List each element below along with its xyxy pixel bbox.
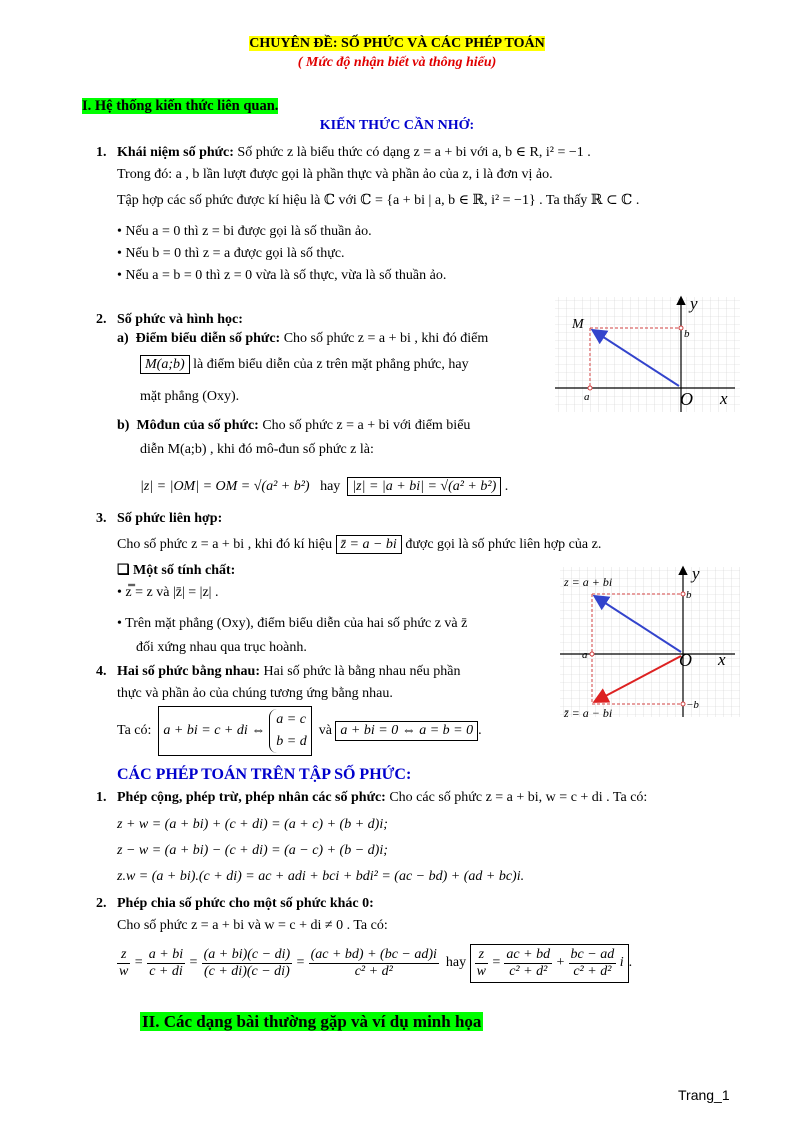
section2-heading-text: II. Các dạng bài thường gặp và ví dụ minh họa [142,1012,482,1031]
frac-abi: $\frac{a + bi}{c + di}$ [148,946,184,979]
props-title: ❑ Một số tính chất: [117,563,236,578]
figure-point-diagram [550,292,745,417]
item4-line1 [96,664,460,680]
item2a-text2: là điểm biểu diễn của z trên mặt phẳng phức, hay [193,357,469,372]
eq-mul: z.w = (a + bi).(c + di) = ac + adi + bci + bdi² = (ac − bd) + (ad + bc)i. [117,869,525,884]
item4-text: Hai số phức là bằng nhau nếu phần [263,664,461,679]
label-o: O [680,389,693,409]
item2a-line2 [140,357,469,373]
frac-zw: $\frac{z}{w}$ [119,946,129,979]
equality-left: a + bi = c + di ⇔ [163,723,266,738]
doc-title [0,36,794,52]
item1-title: Khái niệm số phức: [117,145,234,160]
remember-heading: KIẾN THỨC CẦN NHỚ: [319,118,475,133]
item2-title: Số phức và hình học: [117,312,243,327]
label-zbar: z̄ = a − bi [564,706,613,720]
item1-bullet3: • Nếu a = b = 0 thì z = 0 vừa là số thực, vừa là số thuần ảo. [117,268,447,283]
label-x: x [720,389,728,408]
system-line2: b = d [276,734,307,749]
item1-line3: Tập hợp các số phức được kí hiệu là ℂ với ℂ = {a + bi | a, b ∈ ℝ, i² = −1} . Ta thấy ℝ ⊂ ℂ . [117,193,640,208]
item2a-title: Điểm biểu diễn số phức: [135,331,281,346]
label-m: M [572,317,584,332]
item2b-title: Môđun của số phức: [136,418,259,433]
item3-line1 [117,537,601,553]
ops-item2 [96,896,374,912]
modulus-formula: |z| = |OM| = OM = √(a² + b²) [140,479,310,494]
prop2b: đối xứng nhau qua trục hoành. [136,640,307,655]
item4-number: 4. [96,664,107,679]
taco-label: Ta có: [117,723,152,738]
figure-conjugate-diagram [555,562,745,722]
item2b-line1 [117,418,470,434]
item1-number: 1. [96,145,107,160]
frac-result: $\frac{(ac + bd) + (bc - ad)i}{\text{c² + d²}}$ [310,946,437,979]
subtitle-text: ( Mức độ nhận biết và thông hiểu) [297,55,497,70]
eq-add: z + w = (a + bi) + (c + di) = (a + c) + (b + d)i; [117,817,388,832]
item1-line2: Trong đó: a , b lần lượt được gọi là phần thực và phần ảo của z, i là đơn vị ảo. [117,167,553,182]
label-b2: b [686,589,692,601]
modulus-box: |z| = |a + bi| = √(a² + b²) [347,477,501,496]
grid2 [560,567,740,717]
item2a-line1 [117,331,488,347]
item2-number: 2. [96,312,107,327]
ops-item1 [96,790,647,806]
modulus-hay: hay [320,479,341,494]
dot: . [478,723,482,738]
point-mb2 [681,702,685,706]
title-text: CHUYÊN ĐỀ: SỐ PHỨC VÀ CÁC PHÉP TOÁN [249,36,545,51]
point-b2 [681,592,685,596]
item1-bullet2: • Nếu b = 0 thì z = a được gọi là số thực. [117,246,345,261]
prop2: • Trên mặt phẳng (Oxy), điểm biểu diễn của hai số phức z và z̄ [117,616,468,631]
prop1: • z̿ = z và |z̄| = |z| . [117,585,219,600]
ops1-text: Cho các số phức z = a + bi, w = c + di . Ta có: [389,790,648,805]
item4-title: Hai số phức bằng nhau: [117,664,261,679]
item4-equations [117,706,482,756]
item3-text2: được gọi là số phức liên hợp của z. [405,537,602,552]
point-m-box: M(a;b) [140,355,190,374]
ops2-title: Phép chia số phức cho một số phức khác 0: [117,896,374,911]
item1-line1 [96,144,591,161]
item2b-line2: diễn M(a;b) , khi đó mô-đun số phức z là: [140,442,374,457]
ops2-number: 2. [96,896,107,911]
ops-heading: CÁC PHÉP TOÁN TRÊN TẬP SỐ PHỨC: [117,766,412,783]
label-b: b [684,328,690,340]
zero-box: a + bi = 0 ⇔ a = b = 0 [335,721,478,741]
division-hay: hay [445,955,467,970]
modulus-line: |z| = |OM| = OM = √(a² + b²) hay |z| = |a + bi| = √(a² + b²) . [140,479,509,494]
item3-text: Cho số phức z = a + bi , khi đó kí hiệu [117,537,333,552]
item1-text: Số phức z là biểu thức có dạng z = a + bi với a, b ∈ R, i² = −1 . [237,145,591,160]
label-y2: y [692,564,700,583]
section1-heading-text: I. Hệ thống kiến thức liên quan. [82,98,279,114]
section1-heading [82,98,278,115]
label-y: y [690,294,698,313]
ops1-title: Phép cộng, phép trừ, phép nhân các số phức: [117,790,386,805]
division-formula: $\frac{z}{w}$ = $\frac{a + bi}{c + di}$ = $\frac{(a + bi)(c - di)}{(c + di)(c - di)}$ = $\frac{(ac + bd) + (bc - ad)i}{\text{c² + d²}}$ hay $\frac{z}{w}$ = $\frac{ac + bd}{\text{c² + d²}}$ + $\frac{bc - ad}{\text{c² + d²}}$ i . [117,940,632,986]
label-a2: a [582,649,588,661]
page-number: Trang_1 [678,1087,730,1103]
division-box: $\frac{z}{w}$ = $\frac{ac + bd}{\text{c² + d²}}$ + $\frac{bc - ad}{\text{c² + d²}}$ i [470,944,629,983]
item1-bullet1: • Nếu a = 0 thì z = bi được gọi là số thuần ảo. [117,224,372,239]
label-a: a [584,391,590,403]
conjugate-box: z̄ = a − bi [336,535,402,554]
ops2-text: Cho số phức z = a + bi và w = c + di ≠ 0 . Ta có: [117,918,388,933]
equality-system [269,709,306,753]
ops1-number: 1. [96,790,107,805]
item3-number: 3. [96,511,107,526]
item3-title: Số phức liên hợp: [117,511,223,526]
system-line1: a = c [276,712,306,727]
doc-subtitle [0,55,794,71]
item2a-label: a) [117,331,129,346]
va-label: và [318,723,332,738]
label-o2: O [679,650,692,670]
frac-mult: $\frac{(a + bi)(c - di)}{(c + di)(c - di)}$ [203,946,291,979]
item2a-line3: mặt phẳng (Oxy). [140,389,240,404]
item2a-text: Cho số phức z = a + bi , khi đó điểm [283,331,489,346]
label-x2: x [718,650,726,669]
label-z: z = a + bi [564,575,613,589]
label-mb2: −b [686,699,699,711]
grid [555,297,740,412]
eq-sub: z − w = (a + bi) − (c + di) = (a − c) + (b − d)i; [117,843,388,858]
point-a [588,386,592,390]
point-a2 [590,652,594,656]
item4-line2: thực và phần ảo của chúng tương ứng bằng nhau. [117,686,393,701]
item2-heading [96,312,243,328]
item2b-text: Cho số phức z = a + bi với điểm biểu [262,418,471,433]
section2-heading [140,1012,483,1032]
item2b-label: b) [117,418,130,433]
item3-heading [96,511,222,527]
equality-box [158,706,311,756]
point-b [679,326,683,330]
